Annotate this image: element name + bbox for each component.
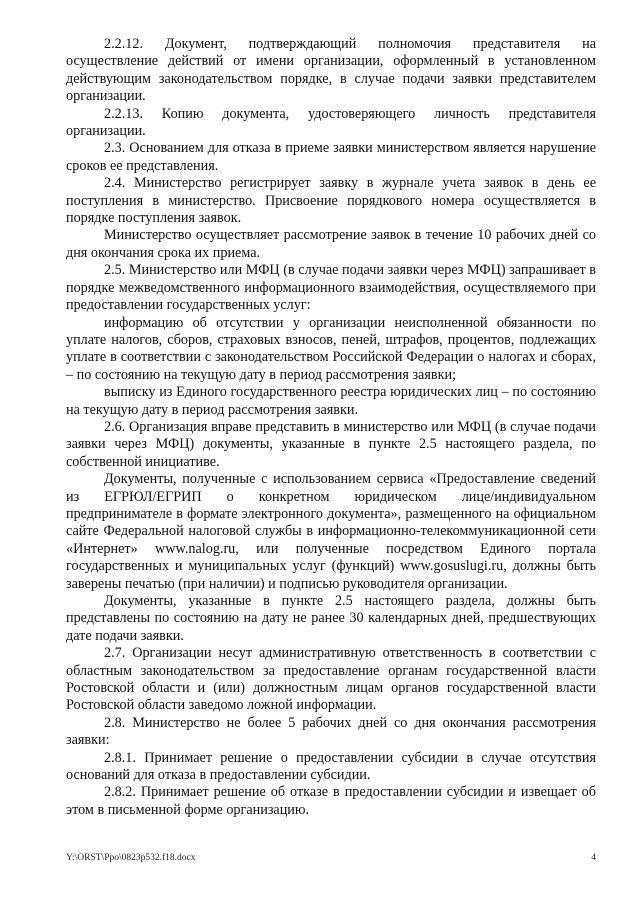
paragraph-2-3: 2.3. Основанием для отказа в приеме заявки министерством является нарушение сроков ее представления. — [66, 140, 596, 174]
paragraph-tax-info: информацию об отсутствии у организации неисполненной обязанности по уплате налогов, сборов, страховых взносов, пеней, штрафов, процентов, подлежащих уплате в соответствии с законодательством Российской Федерации о налогах и сборах, – по состоянию на текущую дату в период рассмотрения заявки; — [66, 314, 596, 383]
paragraph-2-2-13: 2.2.13. Копию документа, удостоверяющего личность представителя организации. — [66, 105, 596, 140]
footer-file-path: Y:\ORST\Ppo\0823p532.f18.docx — [66, 853, 196, 863]
paragraph-egrul-extract: выписку из Единого государственного реестра юридических лиц – по состоянию на текущую дату в период рассмотрения заявки. — [66, 384, 596, 418]
paragraph-documents-date: Документы, указанные в пункте 2.5 настоящего раздела, должны быть представлены по состоянию на дату не ранее 30 календарных дней, предшествующих дате подачи заявки. — [66, 593, 596, 644]
paragraph-2-8-1: 2.8.1. Принимает решение о предоставлении субсидии в случае отсутствия оснований для отказа в предоставлении субсидии. — [66, 749, 596, 784]
paragraph-2-7: 2.7. Организации несут административную ответственность в соответствии с областным законодательством за предоставление органам государственной власти Ростовской области и (или) должностным лицам органов государственной власти Ростовской области заведомо ложной информации. — [66, 645, 596, 714]
paragraph-documents-service: Документы, полученные с использованием сервиса «Предоставление сведений из ЕГРЮЛ/ЕГРИП о конкретном юридическом лице/индивидуальном предпринимателе в формате электронного документа», размещенного на официальном сайте Федеральной налоговой службы в информационно-телекоммуникационной сети «Интернет» www.nalog.ru, или полученные посредством Единого портала государственных и муниципальных услуг (функций) www.gosuslugi.ru, должны быть заверены печатью (при наличии) и подписью руководителя организации. — [66, 471, 596, 592]
footer-page-number: 4 — [591, 853, 596, 863]
paragraph-2-4: 2.4. Министерство регистрирует заявку в журнале учета заявок в день ее поступления в министерство. Присвоение порядкового номера осуществляется в порядке поступления заявок. — [66, 175, 596, 227]
paragraph-review-period: Министерство осуществляет рассмотрение заявок в течение 10 рабочих дней со дня окончания срока их приема. — [66, 227, 596, 261]
paragraph-2-6: 2.6. Организация вправе представить в министерство или МФЦ (в случае подачи заявки через МФЦ) документы, указанные в пункте 2.5 настоящего раздела, по собственной инициативе. — [66, 418, 596, 470]
paragraph-2-2-12: 2.2.12. Документ, подтверждающий полномочия представителя на осуществление действий от имени организации, оформленный в установленном действующим законодательством порядке, в случае подачи заявки представителем организации. — [66, 36, 596, 105]
paragraph-2-5: 2.5. Министерство или МФЦ (в случае подачи заявки через МФЦ) запрашивает в порядке межведомственного информационного взаимодействия, осуществляемого при предоставлении государственных услуг: — [66, 262, 596, 314]
paragraph-2-8-2: 2.8.2. Принимает решение об отказе в предоставлении субсидии и извещает об этом в письменной форме организацию. — [66, 784, 596, 818]
document-body — [66, 36, 596, 819]
paragraph-2-8: 2.8. Министерство не более 5 рабочих дней со дня окончания рассмотрения заявки: — [66, 714, 596, 749]
